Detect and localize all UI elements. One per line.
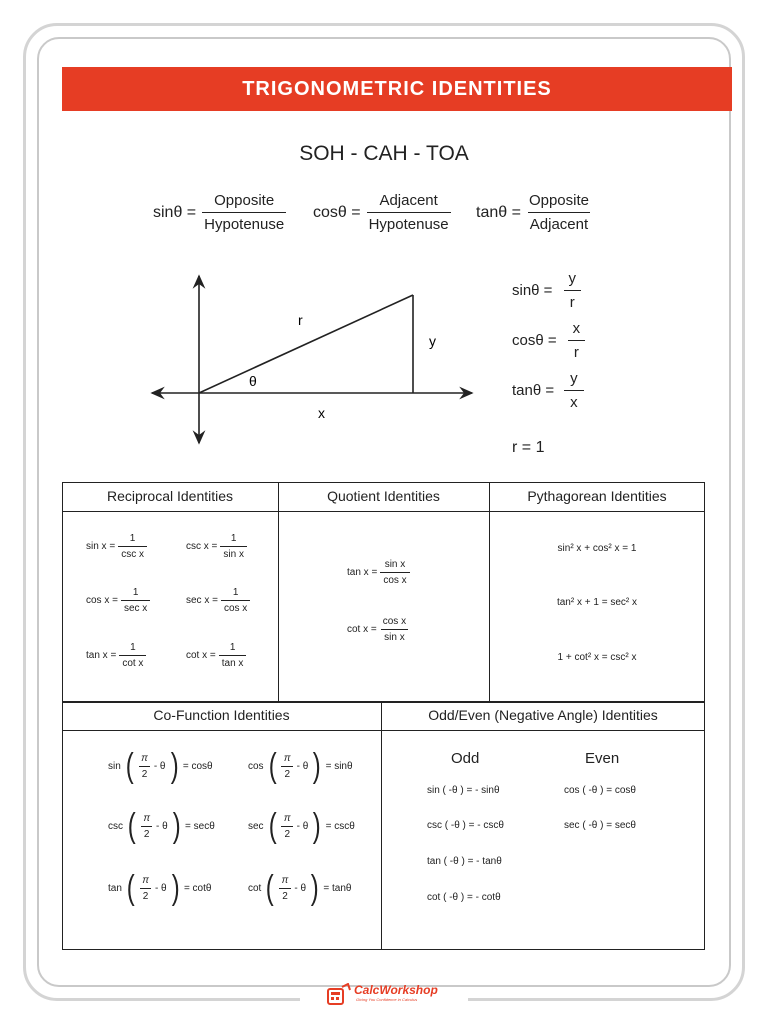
cofunction-identity-sec: sec ( $\frac{\pi}{2}$ - θ ) = cscθ xyxy=(248,807,355,845)
adjacent-label: x xyxy=(318,405,325,421)
odd-identity-csc: csc ( -θ ) = - cscθ xyxy=(427,820,504,831)
hypotenuse-line xyxy=(199,295,413,393)
pythagorean-header: Pythagorean Identities xyxy=(527,488,667,504)
right-paren: ) xyxy=(312,807,321,845)
cofunction-identity-cos: cos ( $\frac{\pi}{2}$ - θ ) = sinθ xyxy=(248,747,353,785)
reciprocal-identity-sec: sec x = $\frac{1}{\text{cos x}}$ xyxy=(186,587,250,614)
table-top-divider-1 xyxy=(278,482,279,702)
cofunction-fn: cos xyxy=(248,760,264,772)
reciprocal-header: Reciprocal Identities xyxy=(106,488,234,504)
opposite-label: y xyxy=(429,333,436,349)
cosine-ratio: cosθ = $\frac{\text{Adjacent}}{\text{Hypotenuse}}$ xyxy=(313,192,449,233)
right-triangle-diagram xyxy=(140,265,490,455)
table-top-header-divider xyxy=(62,511,705,512)
unit-sine: sinθ = $\frac{y}{r}$ xyxy=(512,270,582,311)
right-paren: ) xyxy=(170,747,179,785)
reciprocal-identity-cos: cos x = $\frac{1}{\text{sec x}}$ xyxy=(86,587,150,614)
right-paren: ) xyxy=(172,807,181,845)
calculator-logo-icon xyxy=(326,983,352,1007)
reciprocal-identity-sin: sin x = $\frac{1}{\text{csc x}}$ xyxy=(86,533,147,560)
quotient-header: Quotient Identities xyxy=(327,488,440,504)
cofunction-identity-sin: sin ( $\frac{\pi}{2}$ - θ ) = cosθ xyxy=(108,747,213,785)
table-bottom-header-divider xyxy=(62,730,705,731)
soh-cah-toa-heading: SOH - CAH - TOA xyxy=(299,142,469,165)
reciprocal-identity-cot: cot x = $\frac{1}{\text{tan x}}$ xyxy=(186,642,246,669)
cofunction-fn: sec xyxy=(248,820,264,832)
reciprocal-identity-tan: tan x = $\frac{1}{\text{cot x}}$ xyxy=(86,642,146,669)
left-paren: ( xyxy=(266,869,274,907)
right-paren: ) xyxy=(171,869,180,907)
odd-identity-sin: sin ( -θ ) = - sinθ xyxy=(427,785,500,796)
footer-tagline: Giving You Confidence in Calculus xyxy=(356,997,418,1002)
radius-value: r = 1 xyxy=(512,439,545,456)
right-paren: ) xyxy=(310,869,319,907)
left-paren: ( xyxy=(268,747,277,785)
identities-table-top xyxy=(62,482,705,702)
cofunction-identity-tan: tan ( $\frac{\pi}{2}$ - θ ) = cotθ xyxy=(108,869,212,907)
table-bottom-divider xyxy=(381,702,382,950)
table-top-divider-2 xyxy=(489,482,490,702)
left-paren: ( xyxy=(268,807,277,845)
quotient-identity-cot: cot x = $\frac{\text{cos x}}{\text{sin x}}$ xyxy=(347,616,407,643)
sine-ratio: sinθ = $\frac{\text{Opposite}}{\text{Hypotenuse}}$ xyxy=(153,192,285,233)
pythagorean-identity-3: 1 + cot² x = csc² x xyxy=(557,652,637,663)
quotient-identity-tan: tan x = $\frac{\text{sin x}}{\text{cos x}}$ xyxy=(347,559,410,586)
left-paren: ( xyxy=(126,869,135,907)
cofunction-fn: cot xyxy=(248,882,262,894)
even-identity-cos: cos ( -θ ) = cosθ xyxy=(564,785,636,796)
cofunction-identity-csc: csc ( $\frac{\pi}{2}$ - θ ) = secθ xyxy=(108,807,215,845)
left-paren: ( xyxy=(127,807,136,845)
pythagorean-identity-2: tan² x + 1 = sec² x xyxy=(556,597,638,608)
hypotenuse-label: r xyxy=(298,312,303,328)
cofunction-identity-cot: cot ( $\frac{\pi}{2}$ - θ ) = tanθ xyxy=(248,869,352,907)
oddeven-header: Odd/Even (Negative Angle) Identities xyxy=(428,707,658,723)
footer-brand: CalcWorkshop xyxy=(354,983,438,997)
footer xyxy=(0,974,768,1014)
cofunction-fn: sin xyxy=(108,760,121,772)
cofunction-fn: csc xyxy=(108,820,123,832)
even-column-header: Even xyxy=(585,750,620,767)
odd-identity-tan: tan ( -θ ) = - tanθ xyxy=(427,856,502,867)
reciprocal-identity-csc: csc x = $\frac{1}{\text{sin x}}$ xyxy=(186,533,247,560)
cofunction-header: Co-Function Identities xyxy=(153,707,290,723)
theta-label: θ xyxy=(249,373,257,389)
tangent-ratio: tanθ = $\frac{\text{Opposite}}{\text{Adjacent}}$ xyxy=(476,192,589,233)
cofunction-fn: tan xyxy=(108,882,122,894)
page-title: TRIGONOMETRIC IDENTITIES xyxy=(242,77,552,100)
page-title-banner xyxy=(62,67,732,111)
right-paren: ) xyxy=(312,747,321,785)
pythagorean-identity-1: sin² x + cos² x = 1 xyxy=(557,543,637,554)
odd-column-header: Odd xyxy=(451,750,480,767)
unit-tangent: tanθ = $\frac{y}{x}$ xyxy=(512,370,584,411)
odd-identity-cot: cot ( -θ ) = - cotθ xyxy=(427,892,501,903)
even-identity-sec: sec ( -θ ) = secθ xyxy=(564,820,636,831)
left-paren: ( xyxy=(125,747,134,785)
unit-cosine: cosθ = $\frac{x}{r}$ xyxy=(512,320,586,361)
